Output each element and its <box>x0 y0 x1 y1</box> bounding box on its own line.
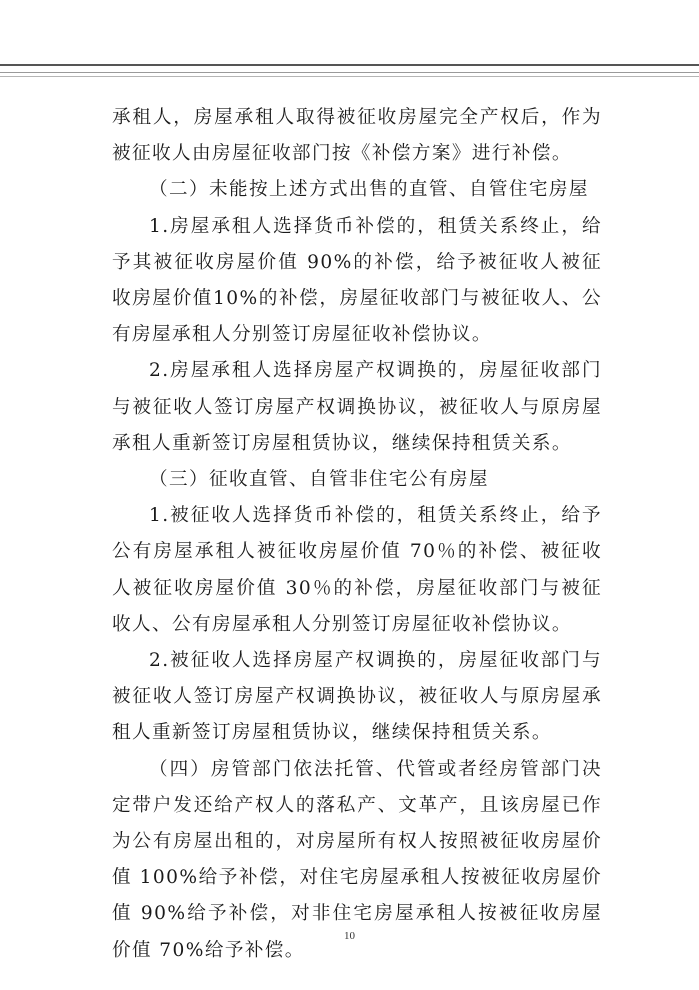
paragraph-2-1: 1.房屋承租人选择货币补偿的，租赁关系终止，给予其被征收房屋价值 90%的补偿，给予被征收人被征收房屋价值10%的补偿，房屋征收部门与被征收人、公有房屋承租人分别签订房屋征收补偿协议。 <box>112 215 602 346</box>
paragraph-3-1: 1.被征收人选择货币补偿的，租赁关系终止，给予公有房屋承租人被征收房屋价值 70％的补偿、被征收人被征收房屋价值 30％的补偿，房屋征收部门与被征收人、公有房屋承租人分别签订房屋征收补偿协议。 <box>112 505 602 635</box>
paragraph-continuation: 承租人，房屋承租人取得被征收房屋完全产权后，作为被征收人由房屋征收部门按《补偿方案》进行补偿。 <box>112 107 602 165</box>
section-4: （四）房管部门依法托管、代管或者经房管部门决定带户发还给产权人的落私产、文革产，且该房屋已作为公有房屋出租的，对房屋所有权人按照被征收房屋价值 100%给予补偿，对住宅房屋承租人按被征收房屋价值 90%给予补偿，对非住宅房屋承租人按被征收房屋价值 70%给予补偿。 <box>112 758 602 961</box>
paragraph-3-2: 2.被征收人选择房屋产权调换的，房屋征收部门与被征收人签订房屋产权调换协议，被征收人与原房屋承租人重新签订房屋租赁协议，继续保持租赁关系。 <box>112 650 602 744</box>
section-heading-3: （三）征收直管、自管非住宅公有房屋 <box>149 469 489 491</box>
page-number: 10 <box>344 930 355 942</box>
document-body <box>112 100 602 969</box>
paragraph-2-2: 2.房屋承租人选择房屋产权调换的，房屋征收部门与被征收人签订房屋产权调换协议，被征收人与原房屋承租人重新签订房屋租赁协议，继续保持租赁关系。 <box>112 360 602 454</box>
section-heading-2: （二）未能按上述方式出售的直管、自管住宅房屋 <box>149 179 589 201</box>
header-rule-thick <box>0 64 699 66</box>
header-rule-thin <box>0 72 699 73</box>
header-rule-faint <box>0 76 699 77</box>
